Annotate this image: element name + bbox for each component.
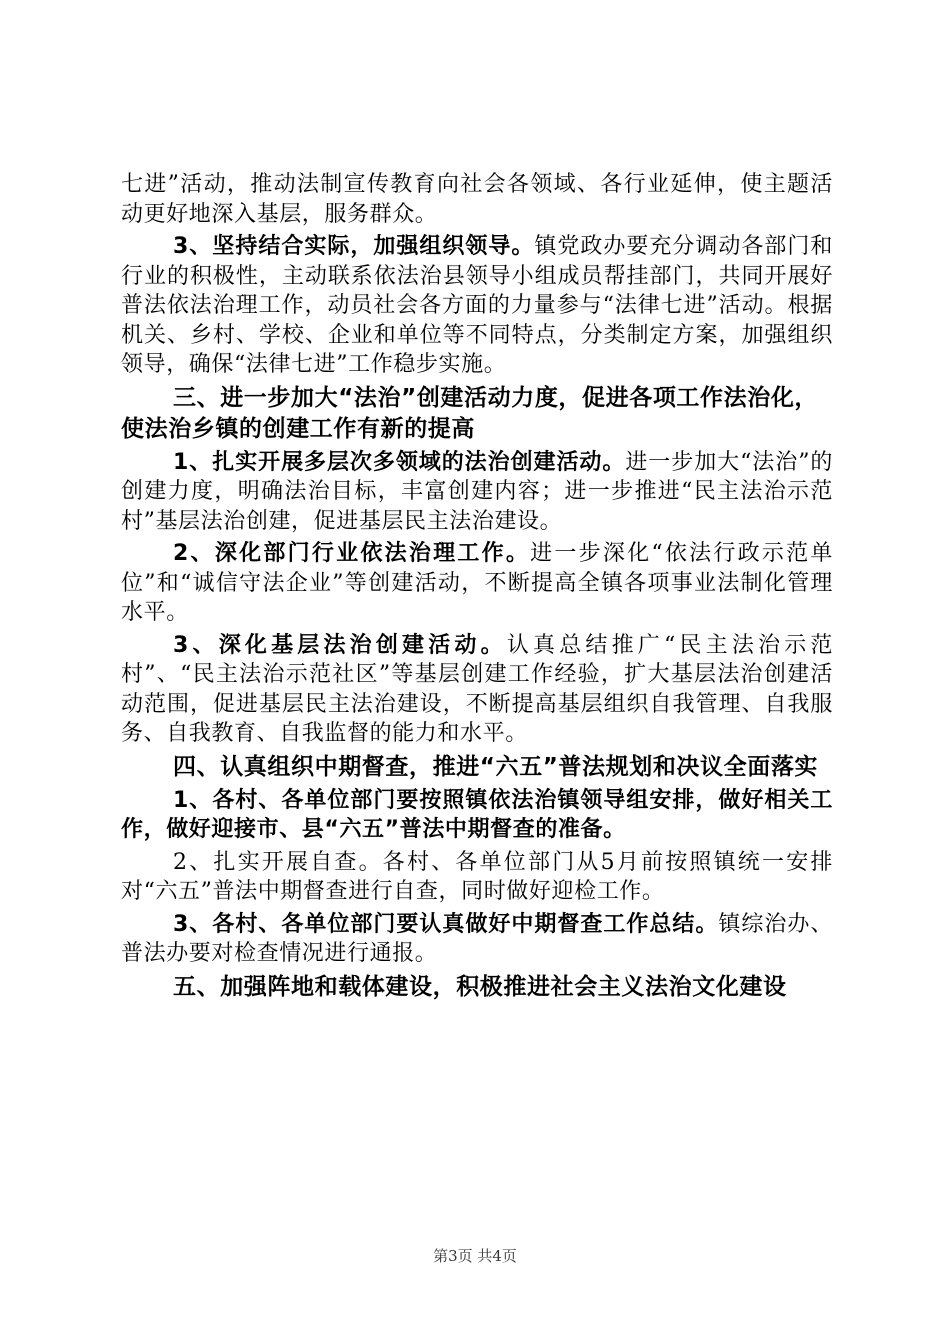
paragraph-lead: 3、深化基层法治创建活动。 [173, 632, 507, 658]
paragraph-lead: 2、深化部门行业依法治理工作。 [173, 541, 531, 566]
heading-text: 三、进一步加大“法治”创建活动力度，促进各项工作法治化，使法治乡镇的创建工作有新的提高 [121, 384, 819, 442]
paragraph [121, 786, 833, 845]
paragraph [121, 448, 833, 537]
paragraph-text: 认真总结推广“民主法治示范村”、“民主法治示范社区”等基层创建工作经验，扩大基层法治创建活动范围，促进基层民主法治建设，不断提高基层组织自我管理、自我服务、自我教育、自我监督的能力和水平。 [121, 632, 833, 746]
document-body [121, 170, 833, 1006]
paragraph [121, 848, 833, 907]
paragraph [121, 539, 833, 628]
heading-text: 四、认真组织中期督查，推进“六五”普法规划和决议全面落实 [173, 753, 819, 780]
paragraph-lead: 1、各村、各单位部门要按照镇依法治镇领导组安排，做好相关工作，做好迎接市、县“六五”普法中期督查的准备。 [121, 787, 833, 842]
heading-text: 五、加强阵地和载体建设，积极推进社会主义法治文化建设 [173, 973, 787, 1000]
section-heading [121, 383, 833, 445]
page-number: 第3页 共4页 [433, 1247, 517, 1265]
paragraph-text: 镇综治办、普法办要对检查情况进行通报。 [121, 911, 833, 966]
page-footer [0, 1245, 950, 1266]
paragraph-text: 七进”活动，推动法制宣传教育向社会各领域、各行业延伸，使主题活动更好地深入基层，服务群众。 [121, 172, 833, 227]
paragraph [121, 232, 833, 380]
paragraph [121, 631, 833, 749]
paragraph-lead: 1、扎实开展多层次多领域的法治创建活动。 [173, 449, 626, 475]
paragraph-text: 2、扎实开展自查。各村、各单位部门从5月前按照镇统一安排对“六五”普法中期督查进行自查，同时做好迎检工作。 [121, 849, 833, 904]
paragraph-text: 镇党政办要充分调动各部门和行业的积极性，主动联系依法治县领导小组成员帮挂部门，共同开展好普法依法治理工作，动员社会各方面的力量参与“法律七进”活动。根据机关、乡村、学校、企业和单位等不同特点，分类制定方案，加强组织领导，确保“法律七进”工作稳步实施。 [121, 234, 833, 377]
paragraph-lead: 3、各村、各单位部门要认真做好中期督查工作总结。 [173, 911, 719, 937]
paragraph-text: 进一步加大“法治”的创建力度，明确法治目标，丰富创建内容；进一步推进“民主法治示范村”基层法治创建，促进基层民主法治建设。 [121, 449, 834, 534]
paragraph-text: 进一步深化“依法行政示范单位”和“诚信守法企业”等创建活动，不断提高全镇各项事业法制化管理水平。 [121, 541, 833, 625]
section-heading [121, 972, 833, 1003]
paragraph [121, 910, 833, 969]
paragraph [121, 170, 833, 229]
section-heading [121, 752, 833, 783]
paragraph-lead: 3、坚持结合实际，加强组织领导。 [173, 234, 535, 259]
